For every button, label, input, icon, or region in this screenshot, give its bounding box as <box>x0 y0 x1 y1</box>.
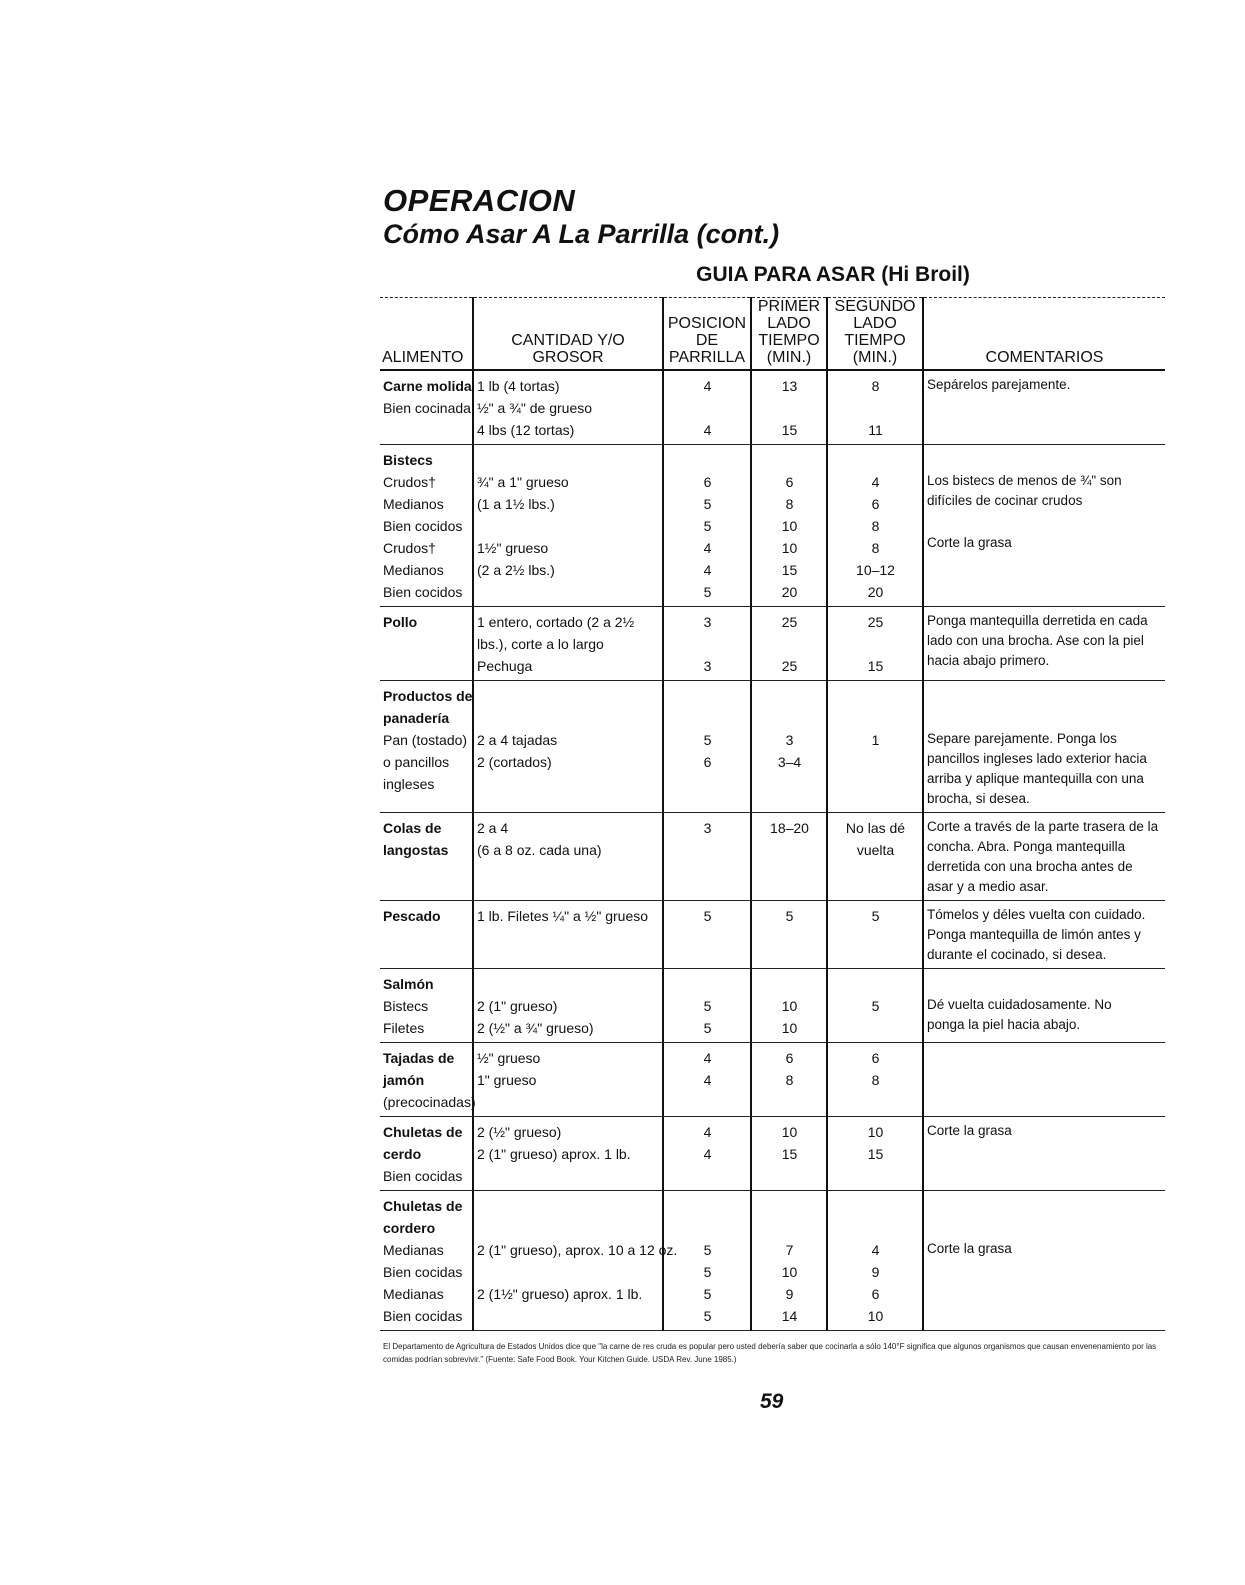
second-side-time-cell-line: 11 <box>868 422 883 438</box>
food-cell <box>380 1043 476 1117</box>
comments-cell-line: concha. Abra. Ponga mantequilla <box>927 839 1126 854</box>
comments-cell <box>923 1191 1165 1331</box>
food-cell <box>380 681 473 813</box>
food-cell <box>380 969 473 1043</box>
rack-position-cell-line: 5 <box>703 908 712 924</box>
first-side-time-cell-line: 15 <box>781 422 798 438</box>
food-cell <box>380 607 473 681</box>
first-side-time-cell <box>751 607 827 681</box>
rack-position-cell-line: 5 <box>703 732 712 748</box>
comments-cell <box>923 445 1165 607</box>
second-side-time-cell <box>827 901 923 969</box>
comments-cell-line <box>927 685 1163 707</box>
food-cell-line: Bien cocidas <box>383 1264 463 1280</box>
food-cell-line: Bien cocidos <box>383 584 463 600</box>
first-side-time-cell-line <box>755 707 824 729</box>
header-rack-position: POSICION DE PARRILLA <box>663 298 751 371</box>
comments-cell <box>923 607 1165 681</box>
first-side-time-cell-line: 8 <box>785 496 794 512</box>
amount-cell <box>473 445 663 607</box>
rack-position-cell-line: 5 <box>703 998 712 1014</box>
comments-cell <box>923 370 1165 445</box>
food-cell-line: Crudos† <box>383 540 436 556</box>
second-side-time-cell <box>827 969 923 1043</box>
second-side-time-cell-line: 6 <box>871 496 880 512</box>
rack-position-cell-line: 5 <box>703 1286 712 1302</box>
second-side-time-cell-line: 5 <box>871 908 880 924</box>
first-side-time-cell-line: 5 <box>785 908 794 924</box>
comments-cell-line <box>927 449 1163 471</box>
table-row <box>380 370 1165 445</box>
second-side-time-cell <box>827 1043 923 1117</box>
amount-cell-line <box>477 1195 660 1217</box>
rack-position-cell-line <box>667 707 748 729</box>
second-side-time-cell-line <box>831 707 920 729</box>
table-title: GUIA PARA ASAR (Hi Broil) <box>696 263 970 286</box>
first-side-time-cell-line: 15 <box>781 562 798 578</box>
table-row <box>380 813 1165 901</box>
second-side-time-cell <box>827 1191 923 1331</box>
comments-cell-line: Corte la grasa <box>927 1241 1012 1256</box>
food-cell <box>380 901 473 969</box>
second-side-time-cell-line: 4 <box>871 1242 880 1258</box>
rack-position-cell-line <box>667 449 748 471</box>
comments-cell-line: Tómelos y déles vuelta con cuidado. <box>927 907 1146 922</box>
comments-cell-line: hacia abajo primero. <box>927 653 1050 668</box>
rack-position-cell-line: 5 <box>703 496 712 512</box>
second-side-time-cell <box>827 1117 923 1191</box>
second-side-time-cell-line <box>831 1195 920 1217</box>
food-cell-line: o pancillos <box>383 754 450 770</box>
second-side-time-cell-line <box>831 449 920 471</box>
amount-cell-line: 2 (1½" grueso) aprox. 1 lb. <box>477 1286 643 1302</box>
second-side-time-cell-line <box>831 397 920 419</box>
header-food: ALIMENTO <box>380 298 473 371</box>
first-side-time-cell-line: 10 <box>781 1020 798 1036</box>
first-side-time-cell <box>751 1191 827 1331</box>
amount-cell-line: 2 (cortados) <box>477 754 552 770</box>
comments-cell-line: Dé vuelta cuidadosamente. No <box>927 997 1112 1012</box>
rack-position-cell <box>663 901 751 969</box>
first-side-time-cell <box>751 445 827 607</box>
amount-cell <box>473 1191 678 1331</box>
rack-position-cell <box>663 1043 751 1117</box>
rack-position-cell-line <box>667 1195 748 1217</box>
rack-position-cell-line: 4 <box>703 540 712 556</box>
comments-cell-line: Ponga mantequilla derretida en cada <box>927 613 1148 628</box>
food-cell-line: Bien cocidas <box>383 1168 463 1184</box>
rack-position-cell <box>663 607 751 681</box>
second-side-time-cell-line: 15 <box>867 658 884 674</box>
footnote: El Departamento de Agricultura de Estados Unidos dice que "la carne de res cruda es popular pero usted debería saber que cocinarla a sólo 140°F significa que algunos organismos que causan envenenamiento por las comidas podrían sobrevivir." (Fuente: Safe Food Book. Your Kitchen Guide. USDA Rev. June 1985.) <box>383 1342 1157 1364</box>
comments-cell-line: asar y a medio asar. <box>927 879 1049 894</box>
food-cell-line: Colas de <box>383 820 442 836</box>
first-side-time-cell-line: 10 <box>781 540 798 556</box>
first-side-time-cell-line: 10 <box>781 998 798 1014</box>
second-side-time-cell-line: vuelta <box>856 842 895 858</box>
amount-cell-line: (6 a 8 oz. cada una) <box>477 842 602 858</box>
second-side-time-cell-line: 5 <box>871 998 880 1014</box>
second-side-time-cell-line: 9 <box>871 1264 880 1280</box>
second-side-time-cell <box>827 681 923 813</box>
second-side-time-cell-line: 15 <box>867 1146 884 1162</box>
food-cell <box>380 1191 473 1331</box>
first-side-time-cell-line: 8 <box>785 1072 794 1088</box>
comments-cell-line <box>927 707 1163 729</box>
food-cell-line: Medianas <box>383 1286 444 1302</box>
rack-position-cell <box>663 813 751 901</box>
second-side-time-cell-line: 20 <box>867 584 884 600</box>
amount-cell-line <box>477 707 660 729</box>
comments-cell-line: derretida con una brocha antes de <box>927 859 1133 874</box>
first-side-time-cell-line: 6 <box>785 1050 794 1066</box>
second-side-time-cell-line: 10 <box>867 1124 884 1140</box>
second-side-time-cell-line: 10–12 <box>856 562 895 578</box>
food-cell-line: Pan (tostado) <box>383 732 468 748</box>
rack-position-cell-line: 5 <box>703 518 712 534</box>
first-side-time-cell-line: 15 <box>781 1146 798 1162</box>
first-side-time-cell <box>751 813 827 901</box>
food-cell-line: Bien cocidos <box>383 518 463 534</box>
second-side-time-cell-line: 8 <box>871 1072 880 1088</box>
food-cell <box>380 445 473 607</box>
food-cell-line: Pescado <box>383 908 441 924</box>
comments-cell-line: durante el cocinado, si desea. <box>927 947 1107 962</box>
section-title: OPERACION <box>383 183 576 218</box>
second-side-time-cell-line: 8 <box>871 540 880 556</box>
comments-cell-line: difíciles de cocinar crudos <box>927 493 1083 508</box>
rack-position-cell <box>663 969 751 1043</box>
food-cell-line: langostas <box>383 842 449 858</box>
rack-position-cell <box>663 1117 751 1191</box>
food-cell-line: Tajadas de <box>383 1050 455 1066</box>
comments-cell-line <box>927 1217 1163 1239</box>
rack-position-cell-line: 5 <box>703 1242 712 1258</box>
food-cell <box>380 1117 473 1191</box>
second-side-time-cell-line: 8 <box>871 378 880 394</box>
amount-cell-line: 4 lbs (12 tortas) <box>477 422 575 438</box>
food-cell-line: Medianos <box>383 496 444 512</box>
second-side-time-cell-line <box>831 685 920 707</box>
rack-position-cell-line <box>667 1217 748 1239</box>
amount-cell-line: 2 (½" grueso) <box>477 1124 562 1140</box>
first-side-time-cell <box>751 681 827 813</box>
first-side-time-cell-line <box>755 633 824 655</box>
rack-position-cell-line: 5 <box>703 1308 712 1324</box>
amount-cell-line: 2 (½" a ¾" grueso) <box>477 1020 594 1036</box>
second-side-time-cell-line <box>831 1217 920 1239</box>
comments-cell <box>923 813 1165 901</box>
food-cell-line: Medianos <box>383 562 444 578</box>
table-row <box>380 445 1165 607</box>
amount-cell-line <box>477 449 660 471</box>
comments-cell-line <box>927 511 1163 533</box>
rack-position-cell-line: 4 <box>703 422 712 438</box>
header-second-side-time: SEGUNDO LADO TIEMPO (MIN.) <box>827 298 923 371</box>
comments-cell-line: ponga la piel hacia abajo. <box>927 1017 1081 1032</box>
rack-position-cell <box>663 370 751 445</box>
second-side-time-cell-line: 25 <box>867 614 884 630</box>
rack-position-cell <box>663 1191 751 1331</box>
amount-cell-line: 1 entero, cortado (2 a 2½ <box>477 614 635 630</box>
rack-position-cell-line: 5 <box>703 584 712 600</box>
amount-cell-line: 1 lb (4 tortas) <box>477 378 560 394</box>
amount-cell-line: 1 lb. Filetes ¼" a ½" grueso <box>477 908 649 924</box>
amount-cell-line: ½" a ¾" de grueso <box>477 400 593 416</box>
comments-cell-line: arriba y aplique mantequilla con una <box>927 771 1144 786</box>
comments-cell <box>923 1043 1165 1117</box>
rack-position-cell-line <box>667 973 748 995</box>
rack-position-cell <box>663 445 751 607</box>
table-row <box>380 1117 1165 1191</box>
first-side-time-cell-line: 10 <box>781 518 798 534</box>
first-side-time-cell-line: 25 <box>781 614 798 630</box>
food-cell-line: cordero <box>383 1220 436 1236</box>
food-cell-line: Carne molida <box>383 378 472 394</box>
first-side-time-cell-line <box>755 1195 824 1217</box>
second-side-time-cell-line: 6 <box>871 1050 880 1066</box>
food-cell-line: ingleses <box>383 776 435 792</box>
rack-position-cell-line: 3 <box>703 658 712 674</box>
rack-position-cell-line: 4 <box>703 378 712 394</box>
comments-cell <box>923 681 1165 813</box>
table-row <box>380 681 1165 813</box>
rack-position-cell-line: 4 <box>703 1072 712 1088</box>
comments-cell-line: Corte la grasa <box>927 535 1012 550</box>
amount-cell-line: (2 a 2½ lbs.) <box>477 562 555 578</box>
amount-cell <box>473 681 663 813</box>
first-side-time-cell-line: 3–4 <box>777 754 802 770</box>
rack-position-cell-line <box>667 633 748 655</box>
food-cell-line: Salmón <box>383 976 434 992</box>
amount-cell-line <box>477 1305 660 1327</box>
amount-cell-line: 2 (1" grueso) aprox. 1 lb. <box>477 1146 631 1162</box>
rack-position-cell-line <box>667 685 748 707</box>
second-side-time-cell-line <box>831 751 920 773</box>
food-cell-line: Bien cocinada <box>383 400 471 416</box>
second-side-time-cell-line: No las dé <box>845 820 906 836</box>
first-side-time-cell-line: 20 <box>781 584 798 600</box>
table-body <box>380 370 1165 1331</box>
rack-position-cell-line: 4 <box>703 1124 712 1140</box>
comments-cell-line: Los bistecs de menos de ¾" son <box>927 473 1122 488</box>
table-row <box>380 607 1165 681</box>
first-side-time-cell-line <box>755 973 824 995</box>
food-cell-line: Chuletas de <box>383 1198 463 1214</box>
food-cell-line: Bien cocidas <box>383 1308 463 1324</box>
first-side-time-cell <box>751 901 827 969</box>
table-row <box>380 1043 1165 1117</box>
rack-position-cell-line: 4 <box>703 1050 712 1066</box>
amount-cell-line: 1½" grueso <box>477 540 549 556</box>
food-cell-line: Productos de <box>383 688 473 704</box>
comments-cell <box>923 901 1165 969</box>
amount-cell <box>473 1117 663 1191</box>
amount-cell-line: lbs.), corte a lo largo <box>477 636 604 652</box>
comments-cell-line: Separe parejamente. Ponga los <box>927 731 1117 746</box>
rack-position-cell <box>663 681 751 813</box>
first-side-time-cell-line <box>755 397 824 419</box>
first-side-time-cell-line: 7 <box>785 1242 794 1258</box>
amount-cell <box>473 901 663 969</box>
amount-cell-line: Pechuga <box>477 658 533 674</box>
page-number: 59 <box>760 1390 784 1413</box>
table-row <box>380 901 1165 969</box>
food-cell <box>380 813 473 901</box>
food-cell-line: jamón <box>383 1072 425 1088</box>
food-cell-line: Chuletas de <box>383 1124 463 1140</box>
first-side-time-cell-line: 18–20 <box>770 820 809 836</box>
comments-cell-line: pancillos ingleses lado exterior hacia <box>927 751 1147 766</box>
second-side-time-cell-line <box>831 633 920 655</box>
rack-position-cell-line: 3 <box>703 614 712 630</box>
rack-position-cell-line: 4 <box>703 562 712 578</box>
header-amount: CANTIDAD Y/O GROSOR <box>473 298 663 371</box>
comments-cell <box>923 1117 1165 1191</box>
amount-cell-line: 2 (1" grueso), aprox. 10 a 12 oz. <box>477 1242 678 1258</box>
comments-cell-line: brocha, si desea. <box>927 791 1030 806</box>
comments-cell-line: lado con una brocha. Ase con la piel <box>927 633 1144 648</box>
second-side-time-cell <box>827 607 923 681</box>
amount-cell <box>473 1043 663 1117</box>
amount-cell-line <box>477 515 660 537</box>
food-cell-line: Crudos† <box>383 474 436 490</box>
first-side-time-cell-line: 3 <box>785 732 794 748</box>
first-side-time-cell <box>751 1043 827 1117</box>
second-side-time-cell <box>827 445 923 607</box>
second-side-time-cell-line: 6 <box>871 1286 880 1302</box>
food-cell-line: cerdo <box>383 1146 422 1162</box>
second-side-time-cell-line: 4 <box>871 474 880 490</box>
amount-cell-line: 1" grueso <box>477 1072 537 1088</box>
second-side-time-cell <box>827 370 923 445</box>
rack-position-cell-line: 5 <box>703 1264 712 1280</box>
header-comments: COMENTARIOS <box>923 298 1165 371</box>
comments-cell-line: Sepárelos parejamente. <box>927 377 1071 392</box>
amount-cell-line: ¾" a 1" grueso <box>477 474 569 490</box>
first-side-time-cell-line <box>755 1217 824 1239</box>
rack-position-cell-line: 6 <box>703 754 712 770</box>
first-side-time-cell-line <box>755 449 824 471</box>
amount-cell-line: 2 (1" grueso) <box>477 998 558 1014</box>
first-side-time-cell-line: 6 <box>785 474 794 490</box>
amount-cell <box>473 969 663 1043</box>
rack-position-cell-line: 3 <box>703 820 712 836</box>
comments-cell-line: Corte a través de la parte trasera de la <box>927 819 1159 834</box>
amount-cell-line: 2 a 4 <box>477 820 509 836</box>
first-side-time-cell <box>751 370 827 445</box>
first-side-time-cell-line: 25 <box>781 658 798 674</box>
second-side-time-cell-line: 1 <box>871 732 880 748</box>
food-cell-line: Pollo <box>383 614 418 630</box>
first-side-time-cell-line: 10 <box>781 1124 798 1140</box>
comments-cell-line: Ponga mantequilla de limón antes y <box>927 927 1141 942</box>
rack-position-cell-line: 4 <box>703 1146 712 1162</box>
first-side-time-cell-line: 9 <box>785 1286 794 1302</box>
food-cell-line: Bistecs <box>383 452 433 468</box>
first-side-time-cell-line: 14 <box>781 1308 798 1324</box>
food-cell <box>380 370 473 445</box>
rack-position-cell-line <box>667 397 748 419</box>
table-row <box>380 969 1165 1043</box>
second-side-time-cell <box>827 813 923 901</box>
first-side-time-cell <box>751 969 827 1043</box>
first-side-time-cell-line: 10 <box>781 1264 798 1280</box>
broil-guide-table <box>380 297 1165 1331</box>
subsection-title: Cómo Asar A La Parrilla (cont.) <box>383 219 780 249</box>
first-side-time-cell-line: 13 <box>781 378 798 394</box>
amount-cell-line <box>477 1217 660 1239</box>
second-side-time-cell-line: 8 <box>871 518 880 534</box>
table-row <box>380 1191 1165 1331</box>
comments-cell-line <box>927 973 1163 995</box>
amount-cell <box>473 813 663 901</box>
amount-cell-line <box>477 1261 660 1283</box>
food-cell-line: Bistecs <box>383 998 429 1014</box>
amount-cell-line: 2 a 4 tajadas <box>477 732 558 748</box>
comments-cell-line: Corte la grasa <box>927 1123 1012 1138</box>
food-cell-line: Medianas <box>383 1242 444 1258</box>
amount-cell-line <box>477 581 660 603</box>
second-side-time-cell-line <box>831 973 920 995</box>
amount-cell-line: (1 a 1½ lbs.) <box>477 496 555 512</box>
first-side-time-cell <box>751 1117 827 1191</box>
table-header-row <box>380 298 1165 371</box>
food-cell-line: panadería <box>383 710 450 726</box>
rack-position-cell-line: 6 <box>703 474 712 490</box>
rack-position-cell-line: 5 <box>703 1020 712 1036</box>
amount-cell-line: ½" grueso <box>477 1050 541 1066</box>
amount-cell-line <box>477 685 660 707</box>
amount-cell <box>473 370 663 445</box>
header-first-side-time: PRIMER LADO TIEMPO (MIN.) <box>751 298 827 371</box>
amount-cell-line <box>477 973 660 995</box>
second-side-time-cell-line <box>831 1017 920 1039</box>
comments-cell-line <box>927 1195 1163 1217</box>
first-side-time-cell-line <box>755 685 824 707</box>
comments-cell <box>923 969 1165 1043</box>
amount-cell <box>473 607 663 681</box>
food-cell-line: (precocinadas) <box>383 1094 476 1110</box>
second-side-time-cell-line: 10 <box>867 1308 884 1324</box>
food-cell-line: Filetes <box>383 1020 425 1036</box>
